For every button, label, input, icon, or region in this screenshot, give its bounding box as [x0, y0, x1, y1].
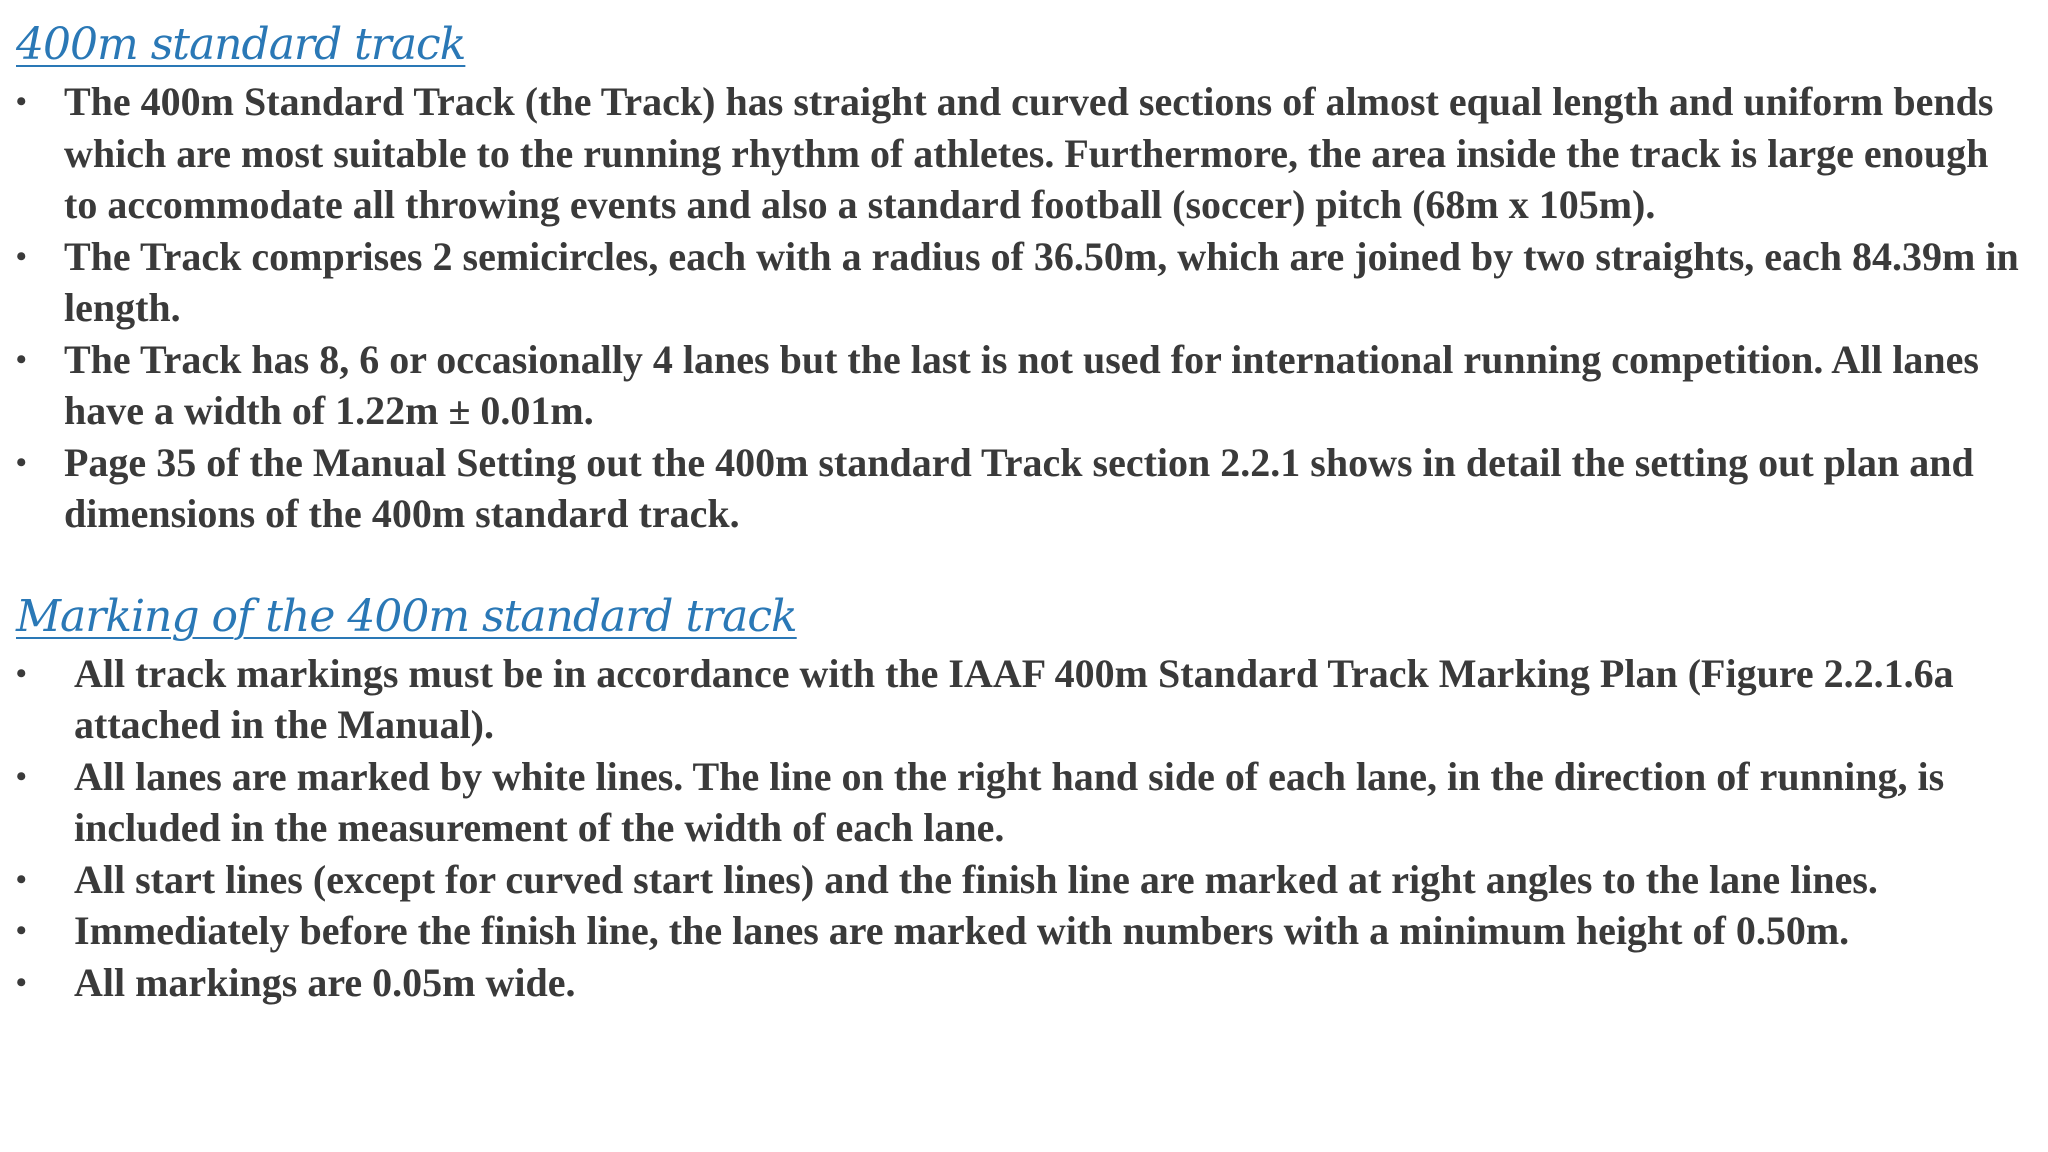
- bullet-icon: •: [16, 85, 27, 118]
- list-item-text: All markings are 0.05m wide.: [74, 959, 576, 1005]
- list-item: [16, 854, 2034, 906]
- list-item: [16, 905, 2034, 957]
- list-item: [16, 751, 2034, 854]
- bullet-icon: •: [16, 239, 27, 273]
- list-item: [16, 334, 2024, 437]
- section-heading-marking: Marking of the 400m standard track: [16, 590, 797, 642]
- bullet-icon: •: [16, 862, 27, 896]
- list-item: [16, 76, 2024, 231]
- list-item: [16, 648, 2034, 751]
- bullet-icon: •: [16, 914, 27, 947]
- bullet-icon: •: [16, 965, 27, 999]
- bullet-list-track-marking: [16, 648, 2048, 1009]
- bullet-list-track-description: [16, 76, 2048, 540]
- list-item: [16, 957, 2034, 1009]
- list-item-text: Immediately before the finish line, the lanes are marked with numbers with a minimum height of 0.50m.: [74, 908, 1850, 953]
- bullet-icon: •: [16, 656, 27, 690]
- list-item-text: The Track comprises 2 semicircles, each with a radius of 36.50m, which are joined by two straights, each 84.39m in length.: [64, 233, 2019, 330]
- list-item-text: All track markings must be in accordance with the IAAF 400m Standard Track Marking Plan (Figure 2.2.1.6a attached in the Manual).: [74, 650, 1954, 747]
- list-item-text: The Track has 8, 6 or occasionally 4 lanes but the last is not used for international running competition. All lanes have a width of 1.22m ± 0.01m.: [64, 336, 1979, 433]
- list-item-text: All lanes are marked by white lines. The line on the right hand side of each lane, in the direction of running, is included in the measurement of the width of each lane.: [74, 753, 1945, 850]
- list-item: [16, 231, 2024, 334]
- section-heading-400m-standard-track: 400m standard track: [16, 19, 466, 70]
- section-spacer: [16, 540, 2048, 586]
- list-item-text: All start lines (except for curved start lines) and the finish line are marked at right angles to the lane lines.: [74, 856, 1878, 902]
- list-item-text: Page 35 of the Manual Setting out the 400m standard Track section 2.2.1 shows in detail the setting out plan and dimensions of the 400m standard track.: [64, 439, 1974, 536]
- bullet-icon: •: [16, 445, 27, 479]
- bullet-icon: •: [16, 342, 27, 376]
- list-item: [16, 437, 2024, 540]
- list-item-text: The 400m Standard Track (the Track) has straight and curved sections of almost equal length and uniform bends which are most suitable to the running rhythm of athletes. Furthermore, the area inside the track is large enough to accommodate all throwing events and also a standard football (soccer) pitch (68m x 105m).: [64, 79, 1994, 227]
- bullet-icon: •: [16, 759, 27, 793]
